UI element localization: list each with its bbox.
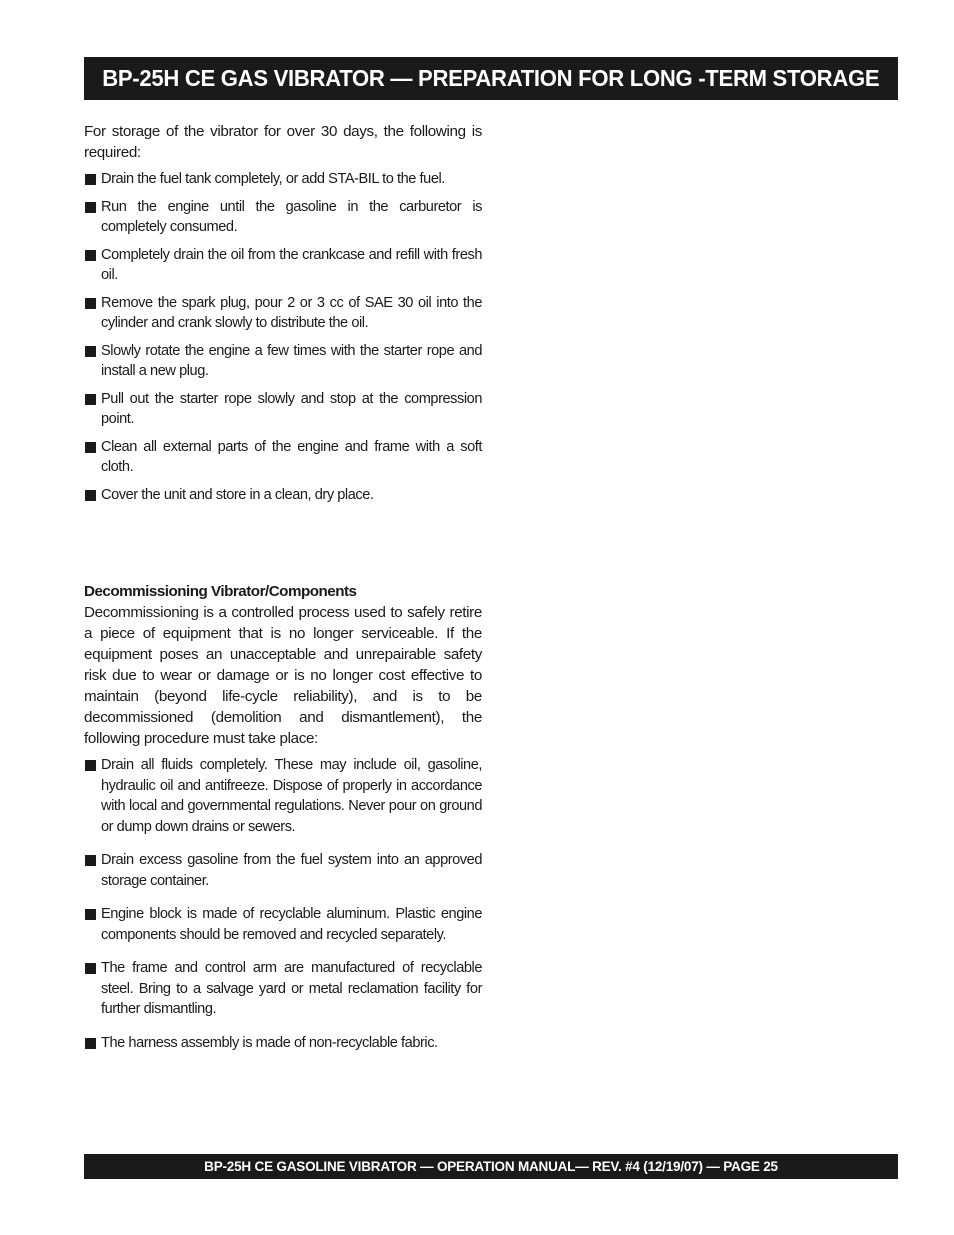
square-bullet-icon — [85, 963, 96, 974]
decommissioning-body: Decommissioning is a controlled process used to safely retire a piece of equipment that is no longer serviceable. If the equipment poses an unacceptable and unrepairable safety risk due to wear or damage or is no longer cost effective to maintain (beyond life-cycle reliability), and is to be decommissioned (demolition and dismantlement), the following procedure must take place: — [84, 604, 482, 747]
square-bullet-icon — [85, 490, 96, 501]
list-item: Pull out the starter rope slowly and stop at the compression point. — [84, 389, 482, 430]
square-bullet-icon — [85, 250, 96, 261]
square-bullet-icon — [85, 760, 96, 771]
list-item: Slowly rotate the engine a few times with the starter rope and install a new plug. — [84, 341, 482, 382]
list-item: Drain all fluids completely. These may include oil, gasoline, hydraulic oil and antifreeze. Dispose of properly in accordance with local and governmental regulations. Never pour on ground or dump down drains or sewers. — [84, 755, 482, 837]
page-footer-text: BP-25H CE GASOLINE VIBRATOR — OPERATION MANUAL— REV. #4 (12/19/07) — PAGE 25 — [204, 1159, 778, 1174]
storage-intro: For storage of the vibrator for over 30 days, the following is required: — [84, 123, 482, 161]
square-bullet-icon — [85, 298, 96, 309]
square-bullet-icon — [85, 909, 96, 920]
list-item: The harness assembly is made of non-recyclable fabric. — [84, 1033, 482, 1054]
list-item: Engine block is made of recyclable aluminum. Plastic engine components should be removed and recycled separately. — [84, 904, 482, 945]
square-bullet-icon — [85, 442, 96, 453]
list-item: Clean all external parts of the engine and frame with a soft cloth. — [84, 437, 482, 478]
decommissioning-section — [84, 581, 482, 1066]
page-title: BP-25H CE GAS VIBRATOR — PREPARATION FOR LONG -TERM STORAGE — [102, 65, 880, 91]
list-item: The frame and control arm are manufactured of recyclable steel. Bring to a salvage yard or metal reclamation facility for further dismantling. — [84, 958, 482, 1020]
square-bullet-icon — [85, 346, 96, 357]
list-item: Drain excess gasoline from the fuel system into an approved storage container. — [84, 850, 482, 891]
list-item: Remove the spark plug, pour 2 or 3 cc of SAE 30 oil into the cylinder and crank slowly to distribute the oil. — [84, 293, 482, 334]
square-bullet-icon — [85, 202, 96, 213]
list-item: Cover the unit and store in a clean, dry place. — [84, 485, 482, 506]
list-item: Run the engine until the gasoline in the carburetor is completely consumed. — [84, 197, 482, 238]
list-item: Completely drain the oil from the crankcase and refill with fresh oil. — [84, 245, 482, 286]
page-header-bar — [84, 57, 898, 100]
decommissioning-heading: Decommissioning Vibrator/Components — [84, 583, 357, 600]
decommissioning-list — [84, 755, 482, 1053]
page-footer-bar — [84, 1154, 898, 1179]
storage-section — [84, 121, 482, 512]
list-item: Drain the fuel tank completely, or add STA-BIL to the fuel. — [84, 169, 482, 190]
square-bullet-icon — [85, 174, 96, 185]
square-bullet-icon — [85, 394, 96, 405]
square-bullet-icon — [85, 1038, 96, 1049]
storage-list — [84, 169, 482, 505]
square-bullet-icon — [85, 855, 96, 866]
